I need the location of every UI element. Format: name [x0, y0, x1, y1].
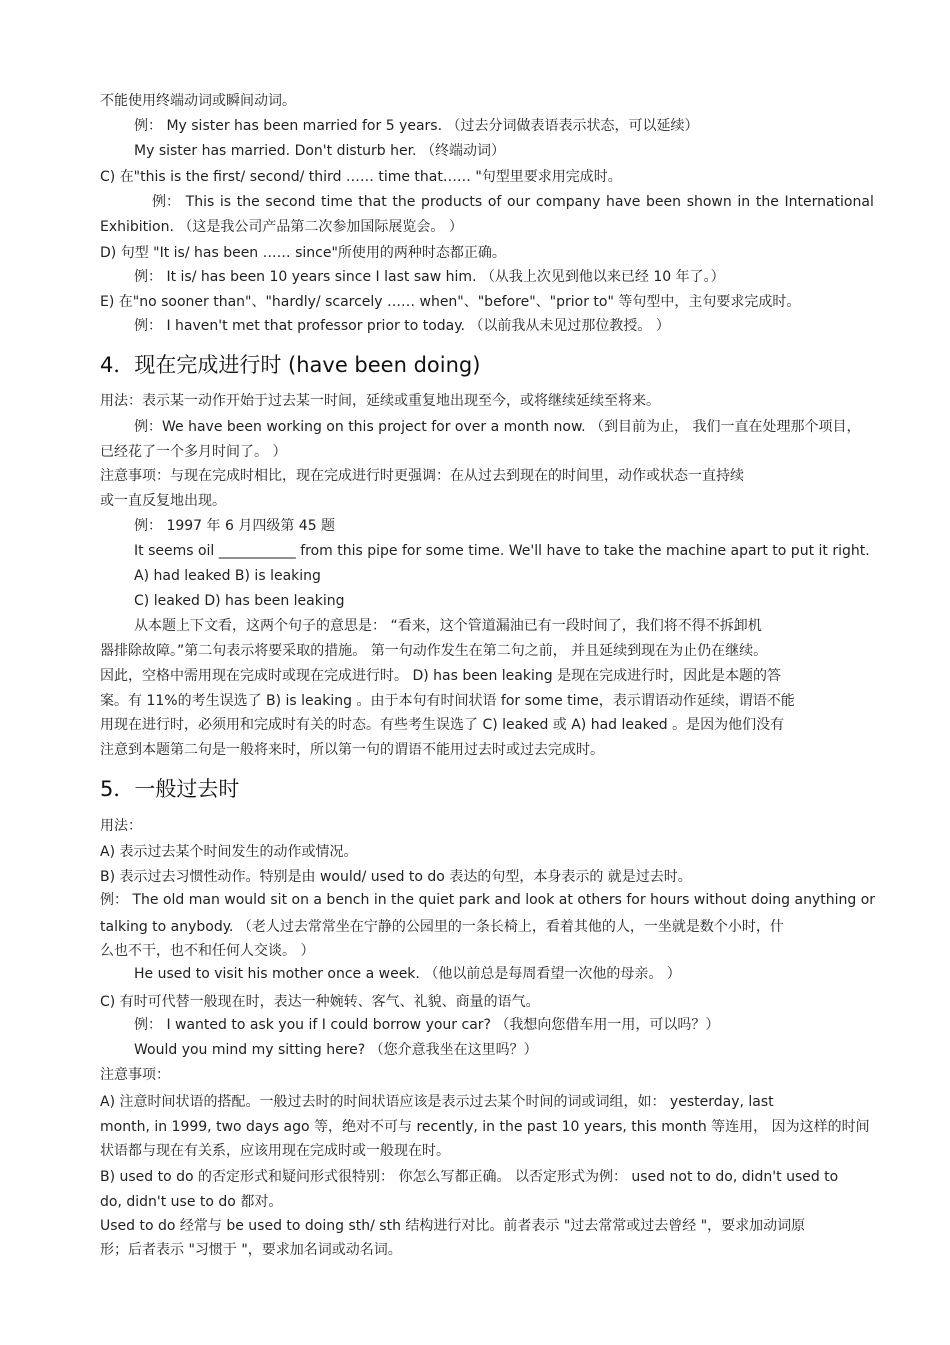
text-line: 形；后者表示 "习惯于 "，要求加名词或动名词。 [100, 1242, 402, 1258]
example-line: 例： It is/ has been 10 years since I last saw him. （从我上次见到他以来已经 10 年了。） [134, 269, 725, 285]
section-heading-5: 5．一般过去时 [100, 777, 240, 801]
note-line: 注意事项：与现在完成时相比，现在完成进行时更强调：在从过去到现在的时间里，动作或状态一直持续 [100, 468, 744, 484]
explanation-line: 从本题上下文看，这两个句子的意思是： “看来，这个管道漏油已有一段时间了，我们将不得不拆卸机 [134, 618, 762, 634]
word: second [265, 194, 316, 210]
text-line: 用法： [100, 818, 142, 834]
word: that [358, 194, 387, 210]
note-heading: 注意事项： [100, 1067, 170, 1083]
text-line: 已经花了一个多月时间了。 ） [100, 444, 287, 460]
text-line: Used to do 经常与 be used to doing sth/ sth 结构进行对比。前者表示 "过去常常或过去曾经 "，要求加动词原 [100, 1218, 806, 1234]
text-line: 状语都与现在有关系，应该用现在完成时或一般现在时。 [100, 1143, 450, 1159]
word: International [784, 194, 874, 210]
example-line: 例： My sister has been married for 5 years. （过去分词做表语表示状态，可以延续） [134, 118, 699, 134]
example-line: 例： I wanted to ask you if I could borrow your car? （我想向您借车用一用，可以吗？） [134, 1017, 720, 1033]
word: 例： [152, 194, 180, 210]
word: of [487, 194, 502, 210]
list-item-e: E) 在"no sooner than"、"hardly/ scarcely …… when"、"before"、"prior to" 等句型中，主句要求完成时。 [100, 294, 801, 310]
example-line: 例：We have been working on this project for over a month now. （到目前为止， 我们一直在处理那个项目， [134, 419, 861, 435]
text-line: month, in 1999, two days ago 等，绝对不可与 recently, in the past 10 years, this month 等连用， 因为这样的时间 [100, 1119, 870, 1135]
option-line: A) had leaked B) is leaking [134, 568, 321, 584]
word: shown [686, 194, 732, 210]
example-line: 例： 1997 年 6 月四级第 45 题 [134, 518, 336, 534]
text-line: do, didn't use to do 都对。 [100, 1194, 283, 1210]
list-item-c: C) 在"this is the first/ second/ third …… time that…… "句型里要求用完成时。 [100, 169, 622, 185]
example-line: Would you mind my sitting here? （您介意我坐在这里吗？） [134, 1042, 538, 1058]
word: time [321, 194, 353, 210]
text-line: talking to anybody. （老人过去常常坐在宁静的公园里的一条长椅上，看着其他的人，一坐就是数个小时，什 [100, 919, 784, 935]
word: the [236, 194, 260, 210]
word: the [755, 194, 779, 210]
explanation-line: 用现在进行时，必须用和完成时有关的时态。有些考生误选了 C) leaked 或 A) had leaked 。是因为他们没有 [100, 717, 785, 733]
example-line: 例： The old man would sit on a bench in the quiet park and look at others for hours without doing anything or [100, 892, 876, 908]
word: in [737, 194, 751, 210]
text-line: Exhibition. （这是我公司产品第二次参加国际展览会。 ） [100, 219, 463, 235]
explanation-line: 案。有 11%的考生误选了 B) is leaking 。由于本句有时间状语 for some time，表示谓语动作延续，谓语不能 [100, 693, 795, 709]
example-line: My sister has married. Don't disturb her. （终端动词） [134, 143, 505, 159]
word: our [506, 194, 531, 210]
text-line: 用法：表示某一动作开始于过去某一时间，延续或重复地出现至今，或将继续延续至将来。 [100, 393, 660, 409]
word: have [606, 194, 641, 210]
option-line: C) leaked D) has been leaking [134, 593, 345, 609]
example-line: 例： I haven't met that professor prior to today. （以前我从未见过那位教授。 ） [134, 318, 670, 334]
word: the [392, 194, 416, 210]
justified-example-line [100, 193, 874, 211]
list-item-c: C) 有时可代替一般现在时，表达一种婉转、客气、礼貌、商量的语气。 [100, 994, 540, 1010]
text-line: 不能使用终端动词或瞬间动词。 [100, 93, 296, 109]
list-item-d: D) 句型 "It is/ has been …… since"所使用的两种时态都正确。 [100, 245, 506, 261]
explanation-line: 器排除故障。”第二句表示将要采取的措施。 第一句动作发生在第二句之前， 并且延续到现在为止仍在继续。 [100, 643, 768, 659]
word: This [185, 194, 215, 210]
question-line: It seems oil ___________ from this pipe for some time. We'll have to take the machine apart to put it right. [134, 543, 870, 559]
list-item-b: B) 表示过去习惯性动作。特别是由 would/ used to do 表达的句型，本身表示的 就是过去时。 [100, 869, 692, 885]
word: products [421, 194, 483, 210]
example-line: He used to visit his mother once a week. （他以前总是每周看望一次他的母亲。 ） [134, 966, 681, 982]
word: company [535, 194, 601, 210]
word: been [646, 194, 682, 210]
section-heading-4: 4．现在完成进行时 (have been doing) [100, 353, 481, 377]
list-item-a: A) 表示过去某个时间发生的动作或情况。 [100, 844, 358, 860]
explanation-line: 因此，空格中需用现在完成时或现在完成进行时。 D) has been leaking 是现在完成进行时，因此是本题的答 [100, 668, 782, 684]
text-line: 么也不干，也不和任何人交谈。 ） [100, 943, 315, 959]
note-line: 或一直反复地出现。 [100, 493, 226, 509]
explanation-line: 注意到本题第二句是一般将来时，所以第一句的谓语不能用过去时或过去完成时。 [100, 742, 604, 758]
list-item-a: A) 注意时间状语的搭配。一般过去时的时间状语应该是表示过去某个时间的词或词组，如： yesterday, last [100, 1094, 774, 1110]
list-item-b: B) used to do 的否定形式和疑问形式很特别： 你怎么写都正确。 以否定形式为例： used not to do, didn't used to [100, 1169, 839, 1185]
word: is [219, 194, 232, 210]
